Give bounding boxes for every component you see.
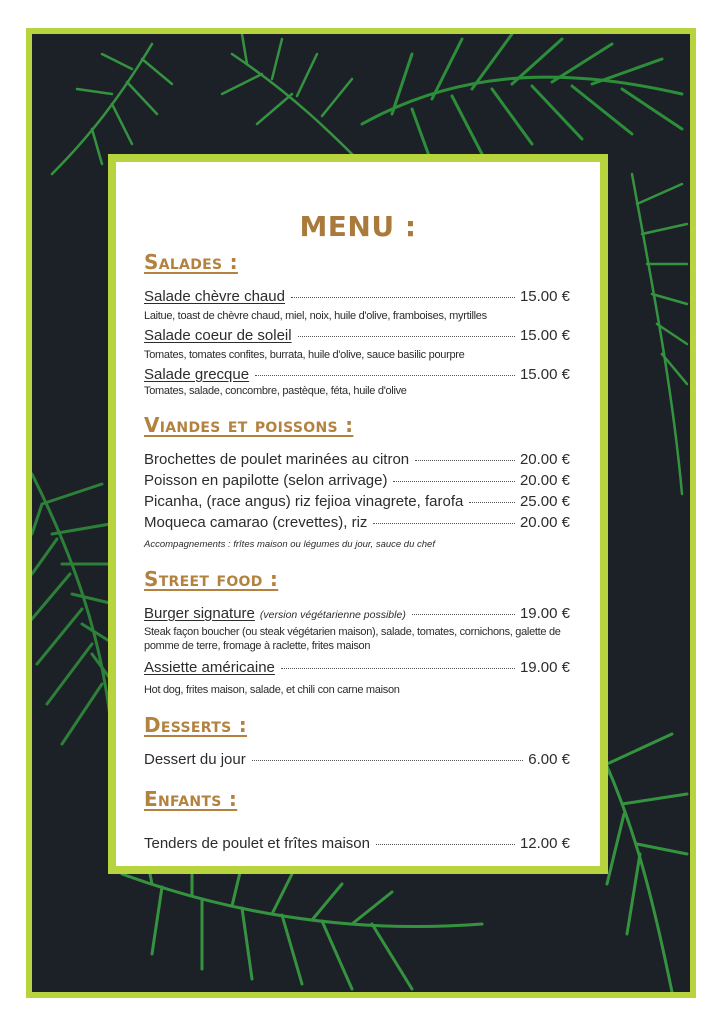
item-price: 25.00 € (519, 493, 570, 510)
section-heading-street-food: Street food : (144, 567, 279, 591)
dot-leader (255, 375, 515, 376)
dot-leader (373, 523, 515, 524)
item-price: 15.00 € (519, 366, 570, 383)
section-heading-enfants: Enfants : (144, 787, 238, 811)
item-name: Picanha, (race angus) riz fejioa vinagrete, farofa (144, 493, 464, 510)
item-description: Laitue, toast de chèvre chaud, miel, noix, huile d'olive, framboises, myrtilles (144, 310, 487, 322)
dot-leader (281, 668, 515, 669)
dot-leader (412, 614, 515, 615)
item-name: Poisson en papilotte (selon arrivage) (144, 472, 388, 489)
item-price: 15.00 € (519, 288, 570, 305)
item-description: Tomates, salade, concombre, pastèque, féta, huile d'olive (144, 385, 407, 397)
item-description: Tomates, tomates confites, burrata, huile d'olive, sauce basilic pourpre (144, 349, 465, 361)
item-name: Dessert du jour (144, 751, 246, 768)
menu-item (144, 451, 570, 468)
item-description: Hot dog, frites maison, salade, et chili con carne maison (144, 684, 400, 696)
menu-item (144, 659, 570, 676)
item-price: 20.00 € (519, 514, 570, 531)
item-price: 19.00 € (519, 605, 570, 622)
item-name: Assiette américaine (144, 659, 275, 676)
menu-item (144, 472, 570, 489)
menu-title: MENU : (299, 210, 417, 243)
item-price: 6.00 € (528, 751, 570, 768)
item-name: Salade grecque (144, 366, 250, 383)
item-price: 20.00 € (519, 451, 570, 468)
section-heading-salades: Salades : (144, 250, 238, 274)
menu-item (144, 493, 570, 510)
menu-item (144, 751, 570, 768)
menu-item (144, 605, 570, 622)
item-note: (version végétarienne possible) (259, 609, 406, 621)
menu-card (116, 162, 600, 866)
item-name: Salade coeur de soleil (144, 327, 292, 344)
item-name: Brochettes de poulet marinées au citron (144, 451, 410, 468)
item-price: 20.00 € (519, 472, 570, 489)
item-name: Salade chèvre chaud (144, 288, 285, 305)
accompaniments-note: Accompagnements : frîtes maison ou légumes du jour, sauce du chef (144, 539, 435, 550)
item-name: Tenders de poulet et frîtes maison (144, 835, 370, 852)
dot-leader (415, 460, 515, 461)
dot-leader (298, 336, 515, 337)
dot-leader (376, 844, 515, 845)
dot-leader (393, 481, 514, 482)
section-heading-desserts: Desserts : (144, 713, 248, 737)
item-name: Burger signature (144, 605, 255, 622)
dot-leader (252, 760, 524, 761)
item-name: Moqueca camarao (crevettes), riz (144, 514, 368, 531)
item-price: 12.00 € (519, 835, 570, 852)
section-heading-viandes: Viandes et poissons : (144, 413, 354, 437)
menu-item (144, 288, 570, 305)
item-description: Steak façon boucher (ou steak végétarien maison), salade, tomates, cornichons, galette de pomme de terre, fromage à raclette, frites maison (144, 626, 561, 652)
dot-leader (291, 297, 515, 298)
menu-item (144, 366, 570, 383)
menu-item (144, 835, 570, 852)
menu-item (144, 514, 570, 531)
inner-frame (108, 154, 608, 874)
dot-leader (469, 502, 515, 503)
item-price: 15.00 € (519, 327, 570, 344)
menu-item (144, 327, 570, 344)
item-price: 19.00 € (519, 659, 570, 676)
